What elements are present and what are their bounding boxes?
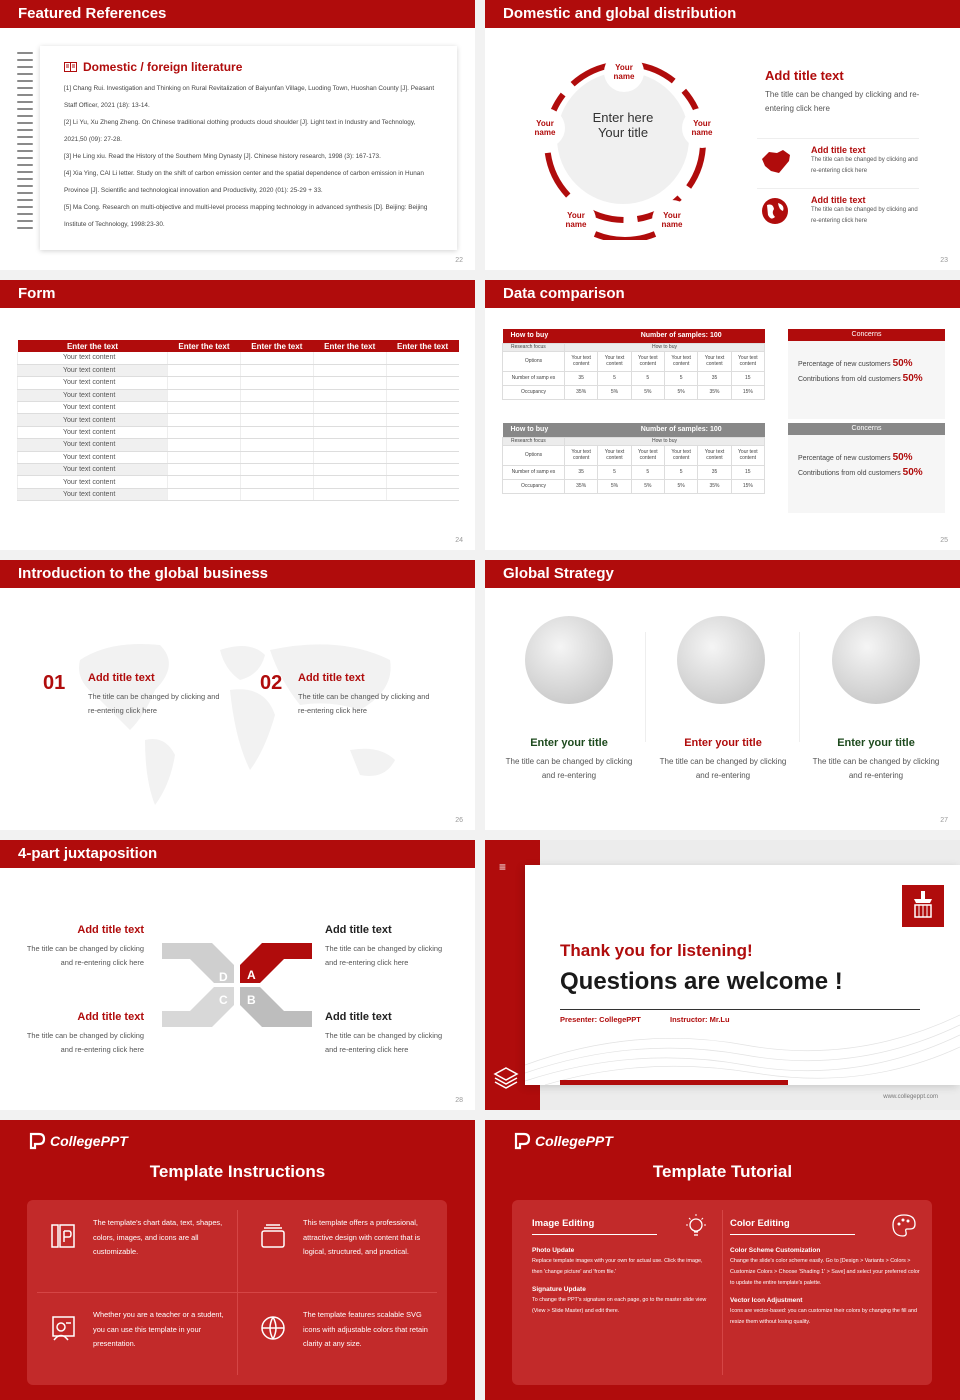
side-desc: The title can be changed by clicking and re-entering click here bbox=[765, 90, 920, 113]
table-cell[interactable] bbox=[240, 402, 313, 414]
table-cell: 35% bbox=[565, 479, 598, 493]
node-text: name bbox=[613, 72, 635, 81]
row-label-cell[interactable]: Your text content bbox=[18, 377, 168, 389]
reference-item: [3] He Ling xiu. Read the History of the Southern Ming Dynasty [J]. Chinese history research, 1998 (3): 167-173. bbox=[64, 153, 381, 160]
part-desc: The title can be changed by clicking and re-entering click here bbox=[325, 944, 443, 967]
column-header: Enter the text bbox=[313, 340, 386, 352]
part-title: Add title text bbox=[77, 924, 144, 936]
item-desc: To change the PPT's signature on each page, go to the master slide view (View > Slide Master) and edit there. bbox=[532, 1297, 707, 1314]
table-cell[interactable] bbox=[313, 389, 386, 401]
table-cell: 5% bbox=[631, 479, 664, 493]
item-desc: The title can be changed by clicking and re-entering click here bbox=[811, 157, 918, 174]
table-cell[interactable] bbox=[168, 488, 241, 500]
table-cell: Your text content bbox=[698, 445, 731, 465]
table-row bbox=[18, 426, 460, 438]
table-row bbox=[503, 479, 765, 493]
slide-header: Domestic and global distribution bbox=[485, 0, 960, 28]
table-row bbox=[18, 389, 460, 401]
table-cell: 5% bbox=[598, 385, 631, 399]
table-row bbox=[18, 414, 460, 426]
user-board-icon bbox=[49, 1314, 77, 1342]
node-text: Your bbox=[567, 211, 585, 220]
logo-text: CollegePPT bbox=[535, 1133, 613, 1149]
table-cell[interactable] bbox=[386, 439, 459, 451]
table-header-row bbox=[503, 329, 765, 343]
table-cell[interactable] bbox=[168, 464, 241, 476]
table-cell[interactable] bbox=[313, 488, 386, 500]
node-text: name bbox=[565, 220, 587, 229]
table-row bbox=[18, 464, 460, 476]
item-number: 01 bbox=[43, 672, 66, 694]
table-row bbox=[503, 465, 765, 479]
table-cell: 35 bbox=[698, 465, 731, 479]
globe-icon bbox=[832, 616, 920, 704]
row-label-cell[interactable]: Your text content bbox=[18, 352, 168, 364]
globe-icon bbox=[677, 616, 765, 704]
table-header-row bbox=[503, 423, 765, 437]
table-cell[interactable] bbox=[168, 402, 241, 414]
table-cell[interactable] bbox=[386, 426, 459, 438]
table-cell: 5 bbox=[598, 371, 631, 385]
collegeppt-logo bbox=[513, 1132, 613, 1150]
part-desc: The title can be changed by clicking and re-entering click here bbox=[325, 1031, 443, 1054]
slide-data-comparison[interactable] bbox=[485, 280, 960, 550]
table-cell: 35% bbox=[698, 385, 731, 399]
table-cell[interactable] bbox=[313, 464, 386, 476]
tutorial-panel bbox=[512, 1200, 932, 1385]
name-node bbox=[604, 52, 644, 92]
table-cell: How to buy bbox=[565, 343, 765, 351]
data-table bbox=[502, 423, 765, 494]
column-title: Enter your title bbox=[837, 737, 915, 749]
row-label-cell[interactable]: Your text content bbox=[18, 364, 168, 376]
row-label-cell[interactable]: Your text content bbox=[18, 426, 168, 438]
table-cell: Research focus bbox=[503, 437, 565, 445]
node-text: Your bbox=[663, 211, 681, 220]
table-cell: 5% bbox=[598, 479, 631, 493]
cell-text: The template features scalable SVG icons with adjustable colors that retain clarity at any size. bbox=[303, 1310, 428, 1348]
table-cell: 5 bbox=[664, 465, 697, 479]
table-cell[interactable] bbox=[386, 451, 459, 463]
divider bbox=[560, 1009, 920, 1010]
item-title: Signature Update bbox=[532, 1286, 586, 1293]
questions-text: Questions are welcome ! bbox=[560, 968, 843, 995]
page-number: 28 bbox=[455, 1097, 463, 1104]
row-label-cell[interactable]: Your text content bbox=[18, 476, 168, 488]
reference-item: [4] Xia Ying, CAI Li letter. Study on the shift of carbon emission center and the spatial dependence of carbon emission in Hunan Province [J]. Scientific and technological innovation and Productivity, 2020 (01): 25-29 + 33. bbox=[64, 170, 424, 194]
collegeppt-logo bbox=[28, 1132, 128, 1150]
table-cell: 5% bbox=[631, 385, 664, 399]
strategy-column bbox=[504, 737, 634, 783]
table-cell: 15% bbox=[731, 385, 764, 399]
table-cell[interactable] bbox=[313, 377, 386, 389]
concern-value: 50% bbox=[902, 467, 923, 478]
table-row bbox=[18, 352, 460, 364]
notebook-spiral bbox=[17, 52, 37, 247]
column-desc: The title can be changed by clicking and re-entering bbox=[659, 757, 787, 780]
name-node bbox=[556, 200, 596, 240]
table-cell[interactable] bbox=[168, 352, 241, 364]
item-desc: Change the slide's color scheme easily. Go to [Design > Variants > Colors > Customize Colors > Choose 'Shading 1' > Save] and select your preferred color to update the entire template's palette. bbox=[730, 1258, 920, 1286]
table-cell[interactable] bbox=[168, 364, 241, 376]
comparison-table-red bbox=[502, 329, 765, 400]
page-number: 23 bbox=[940, 257, 948, 264]
palette-icon bbox=[890, 1212, 918, 1240]
slide-4-part[interactable] bbox=[0, 840, 475, 1110]
table-row bbox=[18, 377, 460, 389]
instructions-panel bbox=[27, 1200, 447, 1385]
item-desc: The title can be changed by clicking and re-entering click here bbox=[298, 692, 430, 715]
column-desc: The title can be changed by clicking and re-entering bbox=[812, 757, 940, 780]
name-node bbox=[682, 108, 722, 148]
page-number: 24 bbox=[455, 537, 463, 544]
comparison-table-gray bbox=[502, 423, 765, 494]
table-cell[interactable] bbox=[240, 364, 313, 376]
basketball-icon bbox=[259, 1314, 287, 1342]
table-cell[interactable] bbox=[168, 389, 241, 401]
table-cell: Your text content bbox=[664, 445, 697, 465]
table-cell: 35 bbox=[565, 371, 598, 385]
slide-header: Global Strategy bbox=[485, 560, 960, 588]
row-label-cell[interactable]: Your text content bbox=[18, 488, 168, 500]
layers-icon bbox=[493, 1066, 519, 1090]
name-node bbox=[525, 108, 565, 148]
table-cell: Occupancy bbox=[503, 479, 565, 493]
slide-header: Featured References bbox=[0, 0, 475, 28]
reference-item: [5] Ma Cong. Research on multi-objective and multi-level process mapping technology in advanced synthesis [D]. Beijing: Beijing Institute of Technology, 1998:23-30. bbox=[64, 204, 428, 228]
item-number: 02 bbox=[260, 672, 283, 694]
column-header: Enter the text bbox=[18, 340, 168, 352]
table-cell: 35% bbox=[565, 385, 598, 399]
concern-value: 50% bbox=[892, 452, 913, 463]
presenter-text: Presenter: CollegePPT bbox=[560, 1015, 641, 1024]
slide-header: Data comparison bbox=[485, 280, 960, 308]
cell-text: Whether you are a teacher or a student, you can use this template in your presentation. bbox=[93, 1310, 224, 1348]
book-icon bbox=[64, 62, 77, 72]
table-cell[interactable] bbox=[313, 364, 386, 376]
table-cell[interactable] bbox=[168, 377, 241, 389]
divider bbox=[799, 632, 800, 742]
node-text: Your bbox=[693, 119, 711, 128]
globe-icon bbox=[525, 616, 613, 704]
lightbulb-icon bbox=[682, 1212, 710, 1240]
table-cell[interactable] bbox=[240, 414, 313, 426]
table-cell: Your text content bbox=[664, 351, 697, 371]
table-row bbox=[503, 445, 765, 465]
header-cell: Number of samples: 100 bbox=[640, 426, 722, 434]
column-title: Enter your title bbox=[530, 737, 608, 749]
node-text: name bbox=[661, 220, 683, 229]
table-cell: Your text content bbox=[731, 351, 764, 371]
part-title: Add title text bbox=[325, 1011, 392, 1023]
item-desc: The title can be changed by clicking and re-entering click here bbox=[88, 692, 220, 715]
concern-value: 50% bbox=[892, 358, 913, 369]
concerns-row bbox=[798, 451, 935, 466]
table-cell[interactable] bbox=[386, 402, 459, 414]
concern-value: 50% bbox=[902, 373, 923, 384]
concerns-row bbox=[798, 466, 935, 481]
table-cell[interactable] bbox=[240, 389, 313, 401]
item-title: Add title text bbox=[298, 672, 365, 684]
table-cell[interactable] bbox=[313, 451, 386, 463]
instruction-cell bbox=[27, 1200, 237, 1292]
concerns-card-gray bbox=[788, 423, 945, 513]
slide-global-business[interactable] bbox=[0, 560, 475, 830]
page-number: 26 bbox=[455, 817, 463, 824]
item-title: Photo Update bbox=[532, 1247, 575, 1254]
slide-title: Template Tutorial bbox=[652, 1162, 793, 1181]
logo-mark-icon bbox=[513, 1132, 531, 1150]
table-cell[interactable] bbox=[240, 464, 313, 476]
item-title: Add title text bbox=[88, 672, 155, 684]
table-cell[interactable] bbox=[386, 488, 459, 500]
strategy-column bbox=[811, 737, 941, 783]
template-icon bbox=[49, 1222, 77, 1250]
table-cell[interactable] bbox=[386, 364, 459, 376]
form-table-body bbox=[18, 352, 460, 501]
instruction-cell bbox=[27, 1292, 237, 1384]
university-logo-icon bbox=[902, 885, 944, 927]
table-row bbox=[503, 371, 765, 385]
world-map-background bbox=[50, 620, 430, 820]
table-row bbox=[18, 402, 460, 414]
slide-template-instructions[interactable] bbox=[0, 1120, 475, 1400]
reference-item: [1] Chang Rui. Investigation and Thinking on Rural Revitalization of Baiyunfan Village, Luoding Town, Huoshan County [J]. Peasant Staff Officer, 2021 (18): 13-14. bbox=[64, 85, 435, 109]
table-cell[interactable] bbox=[240, 352, 313, 364]
slide-global-strategy[interactable] bbox=[485, 560, 960, 830]
menu-icon: ≡ bbox=[499, 860, 507, 874]
table-cell: 5 bbox=[598, 465, 631, 479]
section-title: Image Editing bbox=[532, 1218, 657, 1235]
page-number: 25 bbox=[940, 537, 948, 544]
table-cell: Research focus bbox=[503, 343, 565, 351]
table-cell[interactable] bbox=[168, 439, 241, 451]
thank-you-card bbox=[525, 865, 960, 1085]
node-text: name bbox=[691, 128, 713, 137]
slides-icon bbox=[259, 1222, 287, 1250]
instructor-text: Instructor: Mr.Lu bbox=[670, 1015, 730, 1024]
part-title: Add title text bbox=[325, 924, 392, 936]
concern-label: Percentage of new customers bbox=[798, 455, 891, 462]
logo-mark-icon bbox=[28, 1132, 46, 1150]
strategy-column bbox=[658, 737, 788, 783]
part-title: Add title text bbox=[77, 1011, 144, 1023]
node-text: Your bbox=[615, 63, 633, 72]
globe-icon bbox=[761, 197, 789, 225]
node-text: Your bbox=[536, 119, 554, 128]
header-cell: How to buy bbox=[510, 332, 549, 340]
item-title: Vector Icon Adjustment bbox=[730, 1297, 803, 1304]
center-line-1: Enter here bbox=[592, 110, 654, 125]
concern-label: Contributions from old customers bbox=[798, 470, 901, 477]
row-label-cell[interactable]: Your text content bbox=[18, 451, 168, 463]
accent-bar bbox=[560, 1080, 788, 1085]
table-row bbox=[18, 364, 460, 376]
table-cell: Your text content bbox=[698, 351, 731, 371]
table-cell: 5 bbox=[664, 371, 697, 385]
instruction-cell bbox=[237, 1292, 447, 1384]
column-header: Enter the text bbox=[240, 340, 313, 352]
part-letter: A bbox=[247, 968, 256, 982]
table-cell[interactable] bbox=[168, 426, 241, 438]
column-header: Enter the text bbox=[168, 340, 241, 352]
table-cell: 35 bbox=[698, 371, 731, 385]
logo-text: CollegePPT bbox=[50, 1133, 128, 1149]
table-cell[interactable] bbox=[240, 377, 313, 389]
table-row bbox=[503, 351, 765, 371]
table-cell[interactable] bbox=[313, 476, 386, 488]
table-cell: How to buy bbox=[565, 437, 765, 445]
table-cell: Your text content bbox=[565, 351, 598, 371]
table-cell[interactable] bbox=[386, 377, 459, 389]
slide-header: 4-part juxtaposition bbox=[0, 840, 475, 868]
reference-title bbox=[64, 60, 439, 74]
name-node bbox=[652, 200, 692, 240]
table-cell: 5% bbox=[664, 385, 697, 399]
table-cell: 35 bbox=[565, 465, 598, 479]
table-cell[interactable] bbox=[240, 451, 313, 463]
slide-distribution[interactable] bbox=[485, 0, 960, 270]
table-cell[interactable] bbox=[313, 414, 386, 426]
table-cell: Your text content bbox=[598, 445, 631, 465]
column-desc: The title can be changed by clicking and re-entering bbox=[505, 757, 633, 780]
part-desc: The title can be changed by clicking and re-entering click here bbox=[26, 1031, 144, 1054]
row-label-cell[interactable]: Your text content bbox=[18, 389, 168, 401]
section-title: Color Editing bbox=[730, 1218, 855, 1235]
table-cell[interactable] bbox=[240, 426, 313, 438]
slide-header: Introduction to the global business bbox=[0, 560, 475, 588]
slide-featured-references[interactable] bbox=[0, 0, 475, 270]
table-row bbox=[18, 439, 460, 451]
item-title: Add title text bbox=[811, 195, 866, 205]
table-cell: 35% bbox=[698, 479, 731, 493]
slide-header: Form bbox=[0, 280, 475, 308]
concerns-card-red bbox=[788, 329, 945, 419]
reference-item: [2] Li Yu, Xu Zheng Zheng. On Chinese traditional clothing products cloud shoulder [J]. Light text in Industry and Technology, 2021,50 (09): 27-28. bbox=[64, 119, 416, 143]
table-cell[interactable] bbox=[313, 352, 386, 364]
table-cell: Number of samp es bbox=[503, 465, 565, 479]
page-number: 27 bbox=[940, 817, 948, 824]
item-desc: Replace template images with your own for actual use. Click the image, then 'change picture' and 'from file.' bbox=[532, 1258, 703, 1275]
reference-title-text: Domestic / foreign literature bbox=[83, 60, 243, 74]
center-line-2: Your title bbox=[597, 125, 649, 140]
four-part-diagram bbox=[162, 943, 312, 1027]
table-cell[interactable] bbox=[386, 352, 459, 364]
table-cell: 5 bbox=[631, 371, 664, 385]
item-title: Color Scheme Customization bbox=[730, 1247, 821, 1254]
table-cell: Options bbox=[503, 445, 565, 465]
table-cell[interactable] bbox=[386, 389, 459, 401]
table-cell: Your text content bbox=[598, 351, 631, 371]
item-title: Add title text bbox=[811, 145, 866, 155]
table-cell[interactable] bbox=[313, 426, 386, 438]
row-label-cell[interactable]: Your text content bbox=[18, 439, 168, 451]
table-cell: 15 bbox=[731, 465, 764, 479]
table-row bbox=[503, 385, 765, 399]
table-cell[interactable] bbox=[386, 464, 459, 476]
concern-label: Percentage of new customers bbox=[798, 361, 891, 368]
column-title: Enter your title bbox=[684, 737, 762, 749]
part-letter: C bbox=[219, 993, 228, 1007]
website-url: www.collegeppt.com bbox=[883, 1094, 938, 1100]
part-desc: The title can be changed by clicking and re-entering click here bbox=[26, 944, 144, 967]
node-text: name bbox=[534, 128, 556, 137]
table-cell: 15 bbox=[731, 371, 764, 385]
table-cell: 15% bbox=[731, 479, 764, 493]
table-cell[interactable] bbox=[386, 414, 459, 426]
table-cell: Your text content bbox=[631, 445, 664, 465]
header-cell: How to buy bbox=[510, 426, 549, 434]
table-cell: Your text content bbox=[565, 445, 598, 465]
table-cell[interactable] bbox=[313, 439, 386, 451]
table-row bbox=[18, 488, 460, 500]
china-map-icon bbox=[759, 149, 793, 175]
slide-template-tutorial[interactable] bbox=[485, 1120, 960, 1400]
slide-thank-you[interactable] bbox=[485, 840, 960, 1110]
slide-title: Template Instructions bbox=[149, 1162, 326, 1181]
part-letter: D bbox=[219, 970, 228, 984]
table-cell[interactable] bbox=[240, 476, 313, 488]
table-cell: 5 bbox=[631, 465, 664, 479]
form-table bbox=[17, 340, 459, 501]
table-cell: Occupancy bbox=[503, 385, 565, 399]
table-cell[interactable] bbox=[386, 476, 459, 488]
page-number: 22 bbox=[455, 257, 463, 264]
reference-card bbox=[40, 46, 457, 250]
table-cell[interactable] bbox=[168, 451, 241, 463]
concerns-row bbox=[798, 372, 935, 387]
divider bbox=[645, 632, 646, 742]
concern-label: Contributions from old customers bbox=[798, 376, 901, 383]
item-desc: Icons are vector-based: you can customize their colors by changing the fill and resize them without losing quality. bbox=[730, 1308, 917, 1325]
table-cell[interactable] bbox=[168, 476, 241, 488]
table-row bbox=[503, 437, 765, 445]
table-cell: 5% bbox=[664, 479, 697, 493]
cell-text: This template offers a professional, attractive design with content that is logical, structured, and practical. bbox=[303, 1218, 421, 1256]
row-label-cell[interactable]: Your text content bbox=[18, 402, 168, 414]
table-cell[interactable] bbox=[313, 402, 386, 414]
concerns-row bbox=[798, 357, 935, 372]
cell-text: The template's chart data, text, shapes, colors, images, and icons are all customizable. bbox=[93, 1218, 223, 1256]
row-label-cell[interactable]: Your text content bbox=[18, 414, 168, 426]
concerns-header: Concerns bbox=[788, 423, 945, 435]
table-cell: Options bbox=[503, 351, 565, 371]
table-cell: Number of samp es bbox=[503, 371, 565, 385]
table-cell: Your text content bbox=[631, 351, 664, 371]
table-row bbox=[503, 343, 765, 351]
table-cell[interactable] bbox=[168, 414, 241, 426]
part-letter: B bbox=[247, 993, 256, 1007]
item-desc: The title can be changed by clicking and re-entering click here bbox=[811, 207, 918, 224]
table-row bbox=[18, 476, 460, 488]
thanks-text: Thank you for listening! bbox=[560, 941, 753, 960]
table-cell[interactable] bbox=[240, 439, 313, 451]
column-header: Enter the text bbox=[386, 340, 459, 352]
table-row bbox=[18, 451, 460, 463]
data-table bbox=[502, 329, 765, 400]
wave-grid-background bbox=[525, 985, 960, 1085]
table-cell: Your text content bbox=[731, 445, 764, 465]
table-cell[interactable] bbox=[240, 488, 313, 500]
instruction-cell bbox=[237, 1200, 447, 1292]
row-label-cell[interactable]: Your text content bbox=[18, 464, 168, 476]
side-title: Add title text bbox=[765, 68, 844, 83]
header-cell: Number of samples: 100 bbox=[640, 332, 722, 340]
concerns-header: Concerns bbox=[788, 329, 945, 341]
